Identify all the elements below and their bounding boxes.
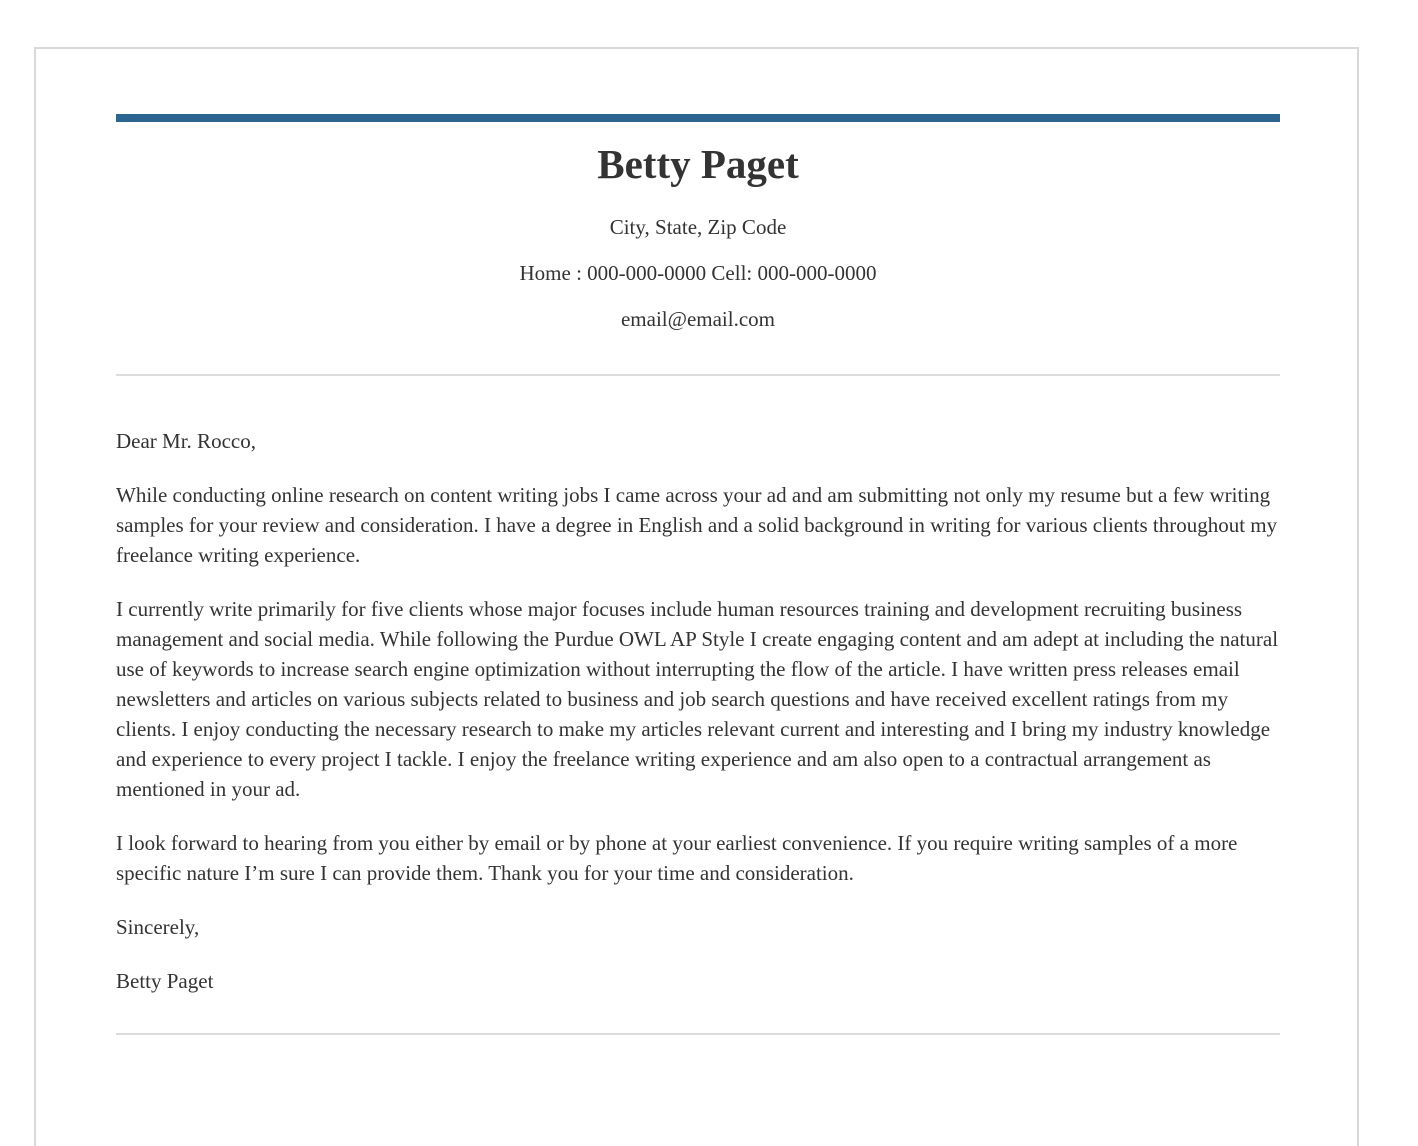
applicant-name: Betty Paget [597,141,799,187]
document-page [34,47,1359,1146]
document-content [116,114,1280,1035]
salutation: Dear Mr. Rocco, [116,429,256,453]
letter-body [116,426,1280,996]
signature: Betty Paget [116,969,214,993]
header-accent-bar [116,114,1280,122]
contact-address: City, State, Zip Code [609,215,787,239]
header-divider [116,374,1280,376]
letter-paragraph: I currently write primarily for five clients whose major focuses include human resources training and development recruiting business management and social media. While following the Purdue OWL AP Style I create engaging content and am adept at including the natural use of keywords to increase search engine optimization without interrupting the flow of the article. I have written press releases email newsletters and articles on various subjects related to business and job search questions and have received excellent ratings from my clients. I enjoy conducting the necessary research to make my articles relevant current and interesting and I bring my industry knowledge and experience to every project I tackle. I enjoy the freelance writing experience and am also open to a contractual arrangement as mentioned in your ad. [116,597,1279,801]
closing: Sincerely, [116,915,200,939]
contact-phone: Home : 000-000-0000 Cell: 000-000-0000 [519,261,877,285]
contact-email: email@email.com [620,307,776,331]
letter-paragraph: I look forward to hearing from you either by email or by phone at your earliest convenience. If you require writing samples of a more specific nature I’m sure I can provide them. Thank you for your time and consideration. [116,831,1238,885]
footer-divider [116,1033,1280,1035]
letter-paragraph: While conducting online research on content writing jobs I came across your ad and am submitting not only my resume but a few writing samples for your review and consideration. I have a degree in English and a solid background in writing for various clients throughout my freelance writing experience. [116,483,1278,567]
